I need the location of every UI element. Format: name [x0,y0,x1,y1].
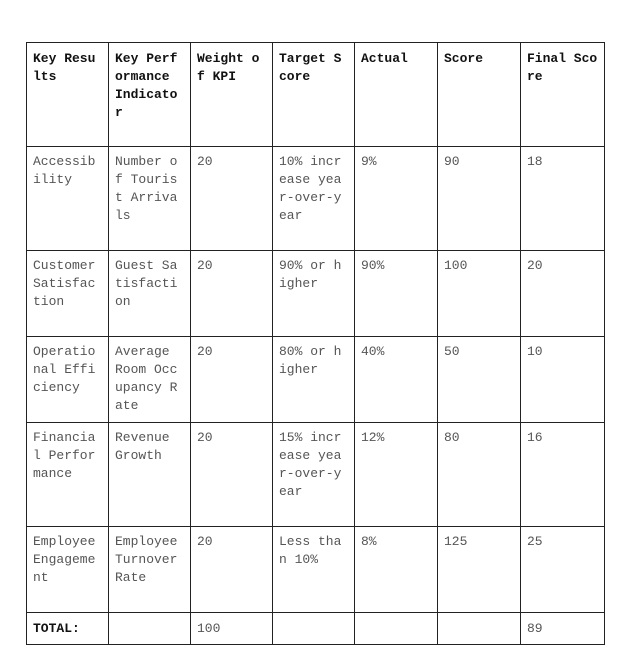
header-final-score: Final Score [521,43,605,147]
cell-target: Less than 10% [273,527,355,613]
cell-kpi: Guest Satisfaction [109,251,191,337]
cell-score: 125 [438,527,521,613]
table-row [27,527,605,613]
cell-actual: 8% [355,527,438,613]
table-header-row [27,43,605,147]
cell-weight: 20 [191,337,273,423]
cell-key-result: Accessibility [27,147,109,251]
cell-kpi: Average Room Occupancy Rate [109,337,191,423]
total-final-score: 89 [521,613,605,645]
total-score-cell [438,613,521,645]
cell-target: 80% or higher [273,337,355,423]
cell-final-score: 25 [521,527,605,613]
cell-target: 90% or higher [273,251,355,337]
table-row [27,147,605,251]
cell-kpi: Revenue Growth [109,423,191,527]
table-row [27,337,605,423]
header-weight: Weight of KPI [191,43,273,147]
total-row [27,613,605,645]
header-score: Score [438,43,521,147]
cell-key-result: Financial Performance [27,423,109,527]
total-weight: 100 [191,613,273,645]
cell-final-score: 18 [521,147,605,251]
cell-final-score: 16 [521,423,605,527]
header-key-results: Key Results [27,43,109,147]
cell-key-result: Operational Efficiency [27,337,109,423]
table-row [27,251,605,337]
cell-score: 80 [438,423,521,527]
table-row [27,423,605,527]
cell-actual: 9% [355,147,438,251]
cell-weight: 20 [191,423,273,527]
cell-actual: 90% [355,251,438,337]
cell-key-result: Customer Satisfaction [27,251,109,337]
cell-final-score: 10 [521,337,605,423]
cell-actual: 40% [355,337,438,423]
cell-target: 10% increase year-over-year [273,147,355,251]
cell-score: 100 [438,251,521,337]
total-label: TOTAL: [27,613,109,645]
cell-weight: 20 [191,251,273,337]
cell-score: 90 [438,147,521,251]
header-target-score: Target Score [273,43,355,147]
cell-weight: 20 [191,527,273,613]
total-actual-cell [355,613,438,645]
cell-kpi: Number of Tourist Arrivals [109,147,191,251]
cell-weight: 20 [191,147,273,251]
total-kpi-cell [109,613,191,645]
cell-final-score: 20 [521,251,605,337]
cell-target: 15% increase year-over-year [273,423,355,527]
header-actual: Actual [355,43,438,147]
total-target-cell [273,613,355,645]
kpi-table [26,42,605,645]
cell-key-result: Employee Engagement [27,527,109,613]
header-kpi: Key Performance Indicator [109,43,191,147]
cell-kpi: Employee Turnover Rate [109,527,191,613]
cell-actual: 12% [355,423,438,527]
cell-score: 50 [438,337,521,423]
